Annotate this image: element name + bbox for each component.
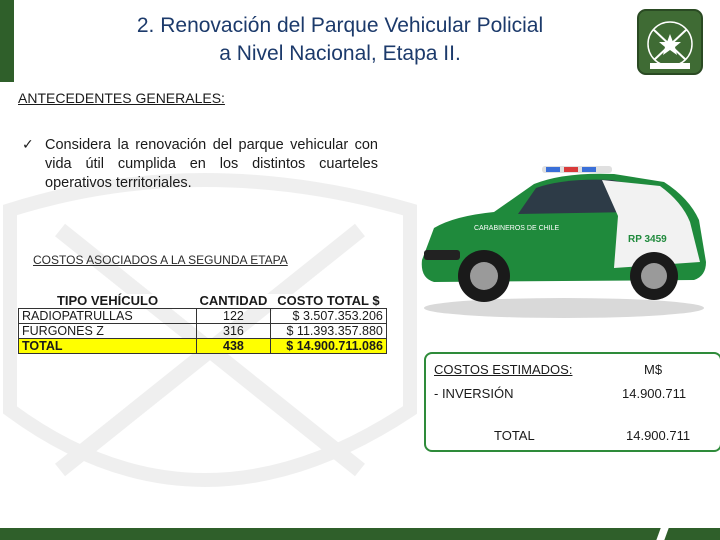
inversion-label: - INVERSIÓN bbox=[434, 386, 514, 401]
cell-costo: $ 11.393.357.880 bbox=[270, 324, 386, 339]
col-header-tipo: TIPO VEHÍCULO bbox=[19, 294, 197, 309]
costs-heading: COSTOS ASOCIADOS A LA SEGUNDA ETAPA bbox=[33, 253, 288, 267]
table-row bbox=[19, 324, 387, 339]
bullet-text: Considera la renovación del parque vehicular con vida útil cumplida en los distintos cuarteles operativos territoriales. bbox=[45, 137, 378, 191]
cell-tipo: FURGONES Z bbox=[19, 324, 197, 339]
estimate-label: COSTOS ESTIMADOS: bbox=[434, 362, 573, 377]
carabineros-crest-logo bbox=[636, 8, 704, 76]
estimated-costs-box bbox=[424, 352, 720, 452]
bottom-accent-bar bbox=[0, 528, 720, 540]
cell-costo: $ 3.507.353.206 bbox=[270, 309, 386, 324]
title-line-1: 2. Renovación del Parque Vehicular Policial bbox=[136, 14, 544, 37]
table-row bbox=[19, 309, 387, 324]
total-label: TOTAL bbox=[494, 428, 535, 443]
left-accent-bar bbox=[0, 0, 14, 82]
cell-cantidad: 122 bbox=[197, 309, 271, 324]
checkmark-icon: ✓ bbox=[22, 137, 34, 153]
antecedentes-bullet bbox=[22, 136, 378, 193]
page-title bbox=[60, 12, 620, 68]
cell-total-label: TOTAL bbox=[19, 339, 197, 354]
police-car-image bbox=[414, 150, 714, 320]
cell-total-cantidad: 438 bbox=[197, 339, 271, 354]
bottom-bar-slash bbox=[656, 520, 671, 540]
table-header-row bbox=[19, 294, 387, 309]
cell-total-costo: $ 14.900.711.086 bbox=[270, 339, 386, 354]
col-header-costo: COSTO TOTAL $ bbox=[270, 294, 386, 309]
title-line-2: a Nivel Nacional, Etapa II. bbox=[219, 42, 461, 65]
table-total-row bbox=[19, 339, 387, 354]
cell-tipo: RADIOPATRULLAS bbox=[19, 309, 197, 324]
car-plate-text: RP 3459 bbox=[628, 234, 667, 245]
col-header-cantidad: CANTIDAD bbox=[197, 294, 271, 309]
car-side-text: CARABINEROS DE CHILE bbox=[474, 225, 560, 232]
estimate-unit: M$ bbox=[644, 362, 663, 377]
cell-cantidad: 316 bbox=[197, 324, 271, 339]
inversion-value: 14.900.711 bbox=[622, 386, 687, 401]
antecedentes-heading: ANTECEDENTES GENERALES: bbox=[18, 90, 225, 106]
vehicle-cost-table bbox=[18, 294, 387, 354]
total-value: 14.900.711 bbox=[626, 428, 691, 443]
